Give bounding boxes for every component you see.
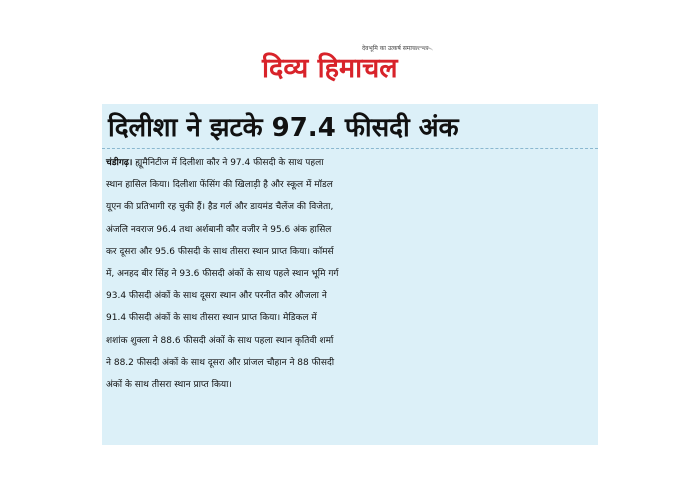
article-line: अंकों के साथ तीसरा स्थान प्राप्त किया।: [106, 380, 232, 391]
masthead-tagline: देवभूमि का उत्कर्ष समाचार पत्र: [362, 45, 429, 52]
article-clipping: [102, 104, 598, 445]
article-line: ने 88.2 फीसदी अंकों के साथ दूसरा और प्रांजल चौहान ने 88 फीसदी: [106, 357, 335, 368]
headline-divider: [102, 148, 598, 149]
newspaper-logo: दिव्य हिमाचल: [262, 53, 398, 84]
article-line: अंजलि नवराज 96.4 तथा अर्शबानी कौर वजीर ने 95.6 अंक हासिल: [106, 224, 332, 235]
article-line: स्थान हासिल किया। दिलीशा फेंसिंग की खिलाड़ी है और स्कूल में मॉडल: [106, 180, 333, 191]
article-line: यूएन की प्रतिभागी रह चुकी हैं। हैड गर्ल और डायमंड चैलेंज की विजेता,: [106, 202, 334, 213]
masthead: [262, 44, 462, 84]
article-line: 93.4 फीसदी अंकों के साथ दूसरा स्थान और परनीत कौर औजला ने: [106, 291, 327, 302]
article-body: [106, 152, 596, 396]
article-headline: दिलीशा ने झटके 97.4 फीसदी अंक: [108, 113, 459, 143]
article-line: में, अनहद बीर सिंह ने 93.6 फीसदी अंकों के साथ पहले स्थान भूमि गर्ग: [106, 269, 339, 280]
article-line-text: ह्यूमैनिटीज में दिलीशा कौर ने 97.4 फीसदी के साथ पहला: [132, 158, 324, 168]
article-line: कर दूसरा और 95.6 फीसदी के साथ तीसरा स्थान प्राप्त किया। कॉमर्स: [106, 246, 334, 257]
article-line: 91.4 फीसदी अंकों के साथ तीसरा स्थान प्राप्त किया। मेडिकल में: [106, 313, 317, 324]
article-line: [106, 152, 596, 174]
dateline: चंडीगढ़।: [106, 158, 133, 168]
article-line: शशांक शुक्ला ने 88.6 फीसदी अंकों के साथ पहला स्थान कृतिवी शर्मा: [106, 335, 334, 346]
logo-swoosh-icon: [409, 46, 433, 56]
